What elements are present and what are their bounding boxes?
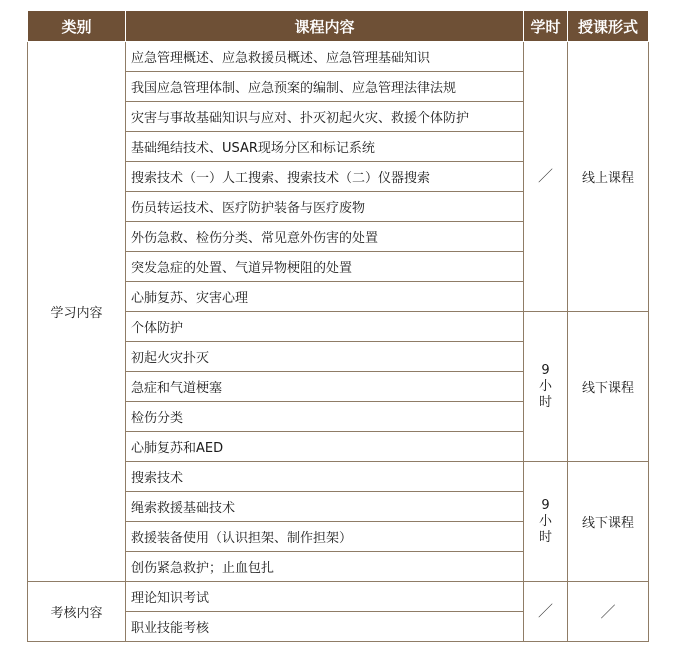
course-item: 应急管理概述、应急救援员概述、应急管理基础知识 bbox=[126, 42, 524, 72]
hours-cell-exam bbox=[524, 582, 568, 642]
format-cell-offline-2: 线下课程 bbox=[568, 462, 649, 582]
table-row bbox=[28, 42, 649, 72]
format-cell-offline-1: 线下课程 bbox=[568, 312, 649, 462]
hours-offline-2-value: 9小时 bbox=[538, 497, 552, 545]
course-item: 基础绳结技术、USAR现场分区和标记系统 bbox=[126, 132, 524, 162]
course-item: 初起火灾扑灭 bbox=[126, 342, 524, 372]
course-item: 伤员转运技术、医疗防护装备与医疗废物 bbox=[126, 192, 524, 222]
hours-cell-offline-1 bbox=[524, 312, 568, 462]
course-item: 绳索救援基础技术 bbox=[126, 492, 524, 522]
course-item: 检伤分类 bbox=[126, 402, 524, 432]
category-cell-study: 学习内容 bbox=[28, 42, 126, 582]
hours-exam-value: ／ bbox=[537, 601, 553, 620]
course-item: 职业技能考核 bbox=[126, 612, 524, 642]
format-exam-value: ／ bbox=[600, 603, 616, 621]
hours-cell-online bbox=[524, 42, 568, 312]
header-category: 类别 bbox=[28, 11, 126, 42]
course-item: 外伤急救、检伤分类、常见意外伤害的处置 bbox=[126, 222, 524, 252]
course-table bbox=[27, 10, 649, 642]
course-item: 个体防护 bbox=[126, 312, 524, 342]
hours-cell-offline-2 bbox=[524, 462, 568, 582]
course-item: 灾害与事故基础知识与应对、扑灭初起火灾、救援个体防护 bbox=[126, 102, 524, 132]
hours-offline-1-value: 9小时 bbox=[538, 362, 552, 410]
hours-online-value: ／ bbox=[537, 166, 553, 185]
header-format: 授课形式 bbox=[568, 11, 649, 42]
course-item: 搜索技术（一）人工搜索、搜索技术（二）仪器搜索 bbox=[126, 162, 524, 192]
course-item: 理论知识考试 bbox=[126, 582, 524, 612]
course-item: 心肺复苏和AED bbox=[126, 432, 524, 462]
course-item: 救援装备使用（认识担架、制作担架） bbox=[126, 522, 524, 552]
format-cell-exam bbox=[568, 582, 649, 642]
course-item: 搜索技术 bbox=[126, 462, 524, 492]
header-row bbox=[28, 11, 649, 42]
course-item: 我国应急管理体制、应急预案的编制、应急管理法律法规 bbox=[126, 72, 524, 102]
course-table-container bbox=[27, 10, 648, 636]
format-cell-online: 线上课程 bbox=[568, 42, 649, 312]
header-content: 课程内容 bbox=[126, 11, 524, 42]
header-hours: 学时 bbox=[524, 11, 568, 42]
course-item: 创伤紧急救护；止血包扎 bbox=[126, 552, 524, 582]
category-cell-exam: 考核内容 bbox=[28, 582, 126, 642]
course-item: 突发急症的处置、气道异物梗阻的处置 bbox=[126, 252, 524, 282]
table-row bbox=[28, 582, 649, 612]
course-item: 心肺复苏、灾害心理 bbox=[126, 282, 524, 312]
course-item: 急症和气道梗塞 bbox=[126, 372, 524, 402]
